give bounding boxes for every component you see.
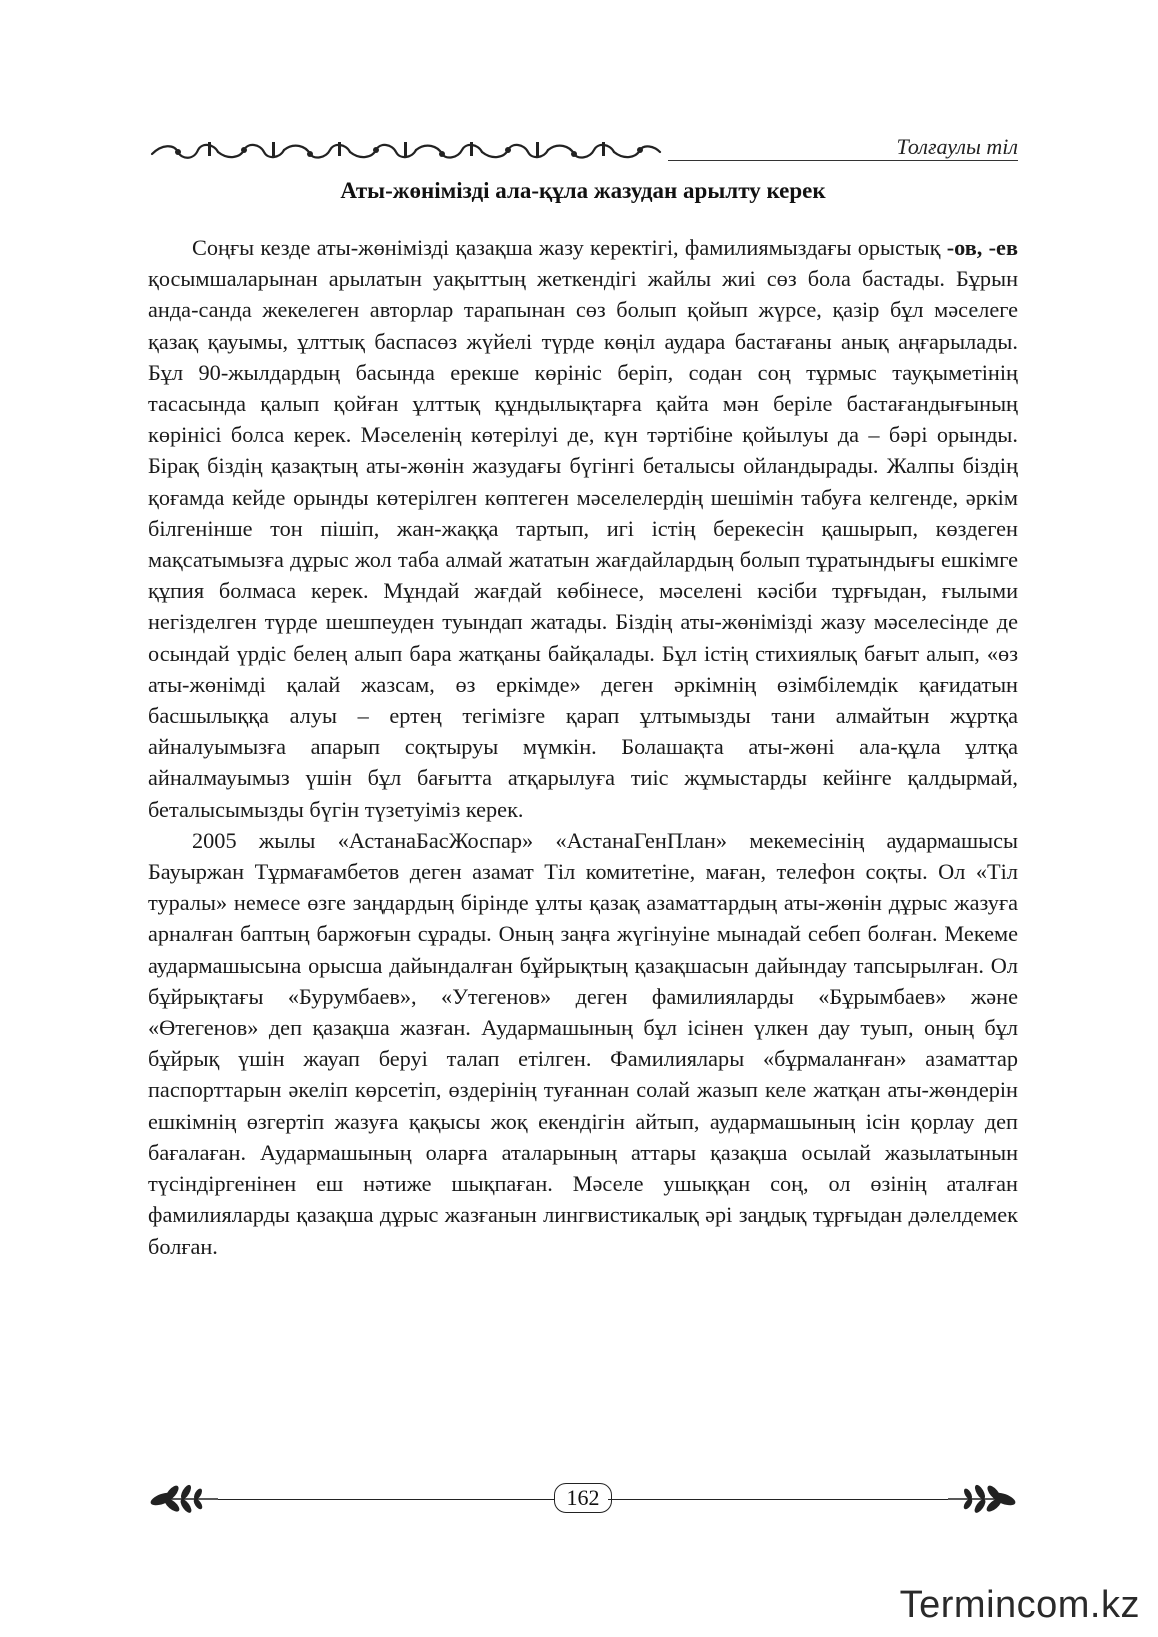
scroll-vine-ornament-icon: [148, 138, 668, 164]
paragraph: [148, 232, 1018, 825]
article-body: [148, 232, 1018, 1262]
bold-suffixes: -ов, -ев: [946, 235, 1018, 260]
paragraph: 2005 жылы «АстанаБасЖоспар» «АстанаГенПлан» мекемесінің аудармашысы Бауыржан Тұрмағамбетов деген азамат Тіл комитетіне, маған, телефон соқты. Ол «Тіл туралы» немесе өзге заңдардың бірінде ұлты қазақ азаматтардың аты-жөнін дұрыс жазуға арналған баптың баржоғын сұрады. Оның заңға жүгінуіне мынадай себеп болған. Мекеме аудармашысына орысша дайындалған бұйрықтың қазақшасын дайындау тапсырылған. Ол бұйрықтағы «Бурумбаев», «Утегенов» деген фамилияларды «Бұрымбаев» және «Өтегенов» деп қазақша жазған. Аудармашының бұл ісінен үлкен дау туып, оның бұл бұйрық үшін жауап беруі талап етілген. Фамилиялары «бұрмаланған» азаматтар паспорттарын әкеліп көрсетіп, өздерінің туғаннан солай жазып келе жатқан аты-жөндерін ешкімнің өзгертіп жазуға қақысы жоқ екендігін айтып, аудармашының ісін қорлау деп бағалаған. Аудармашының оларға аталарының аттары қазақша осылай жазылатынын түсіндіргенінен еш нәтиже шықпаған. Мәселе ушыққан соң, ол өзінің аталған фамилияларды қазақша дұрыс жазғанын лингвистикалық әрі заңдық тұрғыдан дәлелдемек болған.: [148, 827, 1018, 1259]
paragraph-text: қосымшаларынан арылатын уақыттың жеткендігі жайлы жиі сөз бола бастады. Бұрын анда-санда жекелеген авторлар тарапынан сөз болып қойып жүрсе, қазір бұл мәселеге қазақ қауымы, ұлттық баспасөз жүйелі түрде көңіл аудара бастағаны анық аңғарылады. Бұл 90-жылдардың басында ерекше көрініс беріп, содан соң тұрмыс тауқыметінің тасасында қалып қойған ұлттық құндылықтарға қайта мән беріле бастағандығының көрінісі болса керек. Мәселенің көтерілуі де, күн тәртібіне қойылуы да – бәрі орынды. Бірақ біздің қазақтың аты-жөнін жазудағы бүгінгі беталысы ойландырады. Жалпы біздің қоғамда кейде орынды көтерілген көптеген мәселелердің шешімін табуға келгенде, әркім білгенінше тон пішіп, жан-жаққа тартып, игі істің берекесін қашырып, көздеген мақсатымызға дұрыс жол таба алмай жататын жағдайлардың болып тұратындығы ешкімге құпия болмаса керек. Мұндай жағдай көбінесе, мәселені кәсіби тұрғыдан, ғылыми негізделген түрде шешпеуден туындап жатады. Біздің аты-жөнімізді жазу мәселесінде де осындай үрдіс белең алып бара жатқаны байқалады. Бұл істің стихиялық бағыт алып, «өз аты-жөнімді қалай жазсам, өз еркімде» деген әркімнің өзімбілемдік қағидатын басшылыққа алуы – ертең тегімізге қарап ұлтымызды тани алмайтын жұртқа айналуымызға апарып соқтыруы мүмкін. Болашақта аты-жөні ала-құла ұлтқа айналмауымыз үшін бұл бағытта атқарылуға тиіс жұмыстарды кейінге қалдырмай, беталысымызды бүгін түзетуіміз керек.: [148, 266, 1018, 822]
leaf-sprig-ornament-icon: [148, 1484, 218, 1514]
paragraph-text: Соңғы кезде аты-жөнімізді қазақша жазу керектігі, фамилиямыздағы орыстық: [192, 235, 947, 260]
header-rule: [668, 160, 1018, 161]
running-header: [148, 130, 1018, 170]
footer-rule-left: [218, 1499, 554, 1500]
footer-rule-right: [608, 1499, 948, 1500]
page-footer: [148, 1480, 1018, 1520]
running-header-title: Толғаулы тіл: [896, 134, 1018, 159]
article-title: Аты-жөнімізді ала-құла жазудан арылту керек: [340, 178, 826, 203]
leaf-sprig-ornament-icon: [948, 1484, 1018, 1514]
page-number: 162: [554, 1483, 612, 1513]
site-watermark: Termincom.kz: [899, 1584, 1140, 1626]
